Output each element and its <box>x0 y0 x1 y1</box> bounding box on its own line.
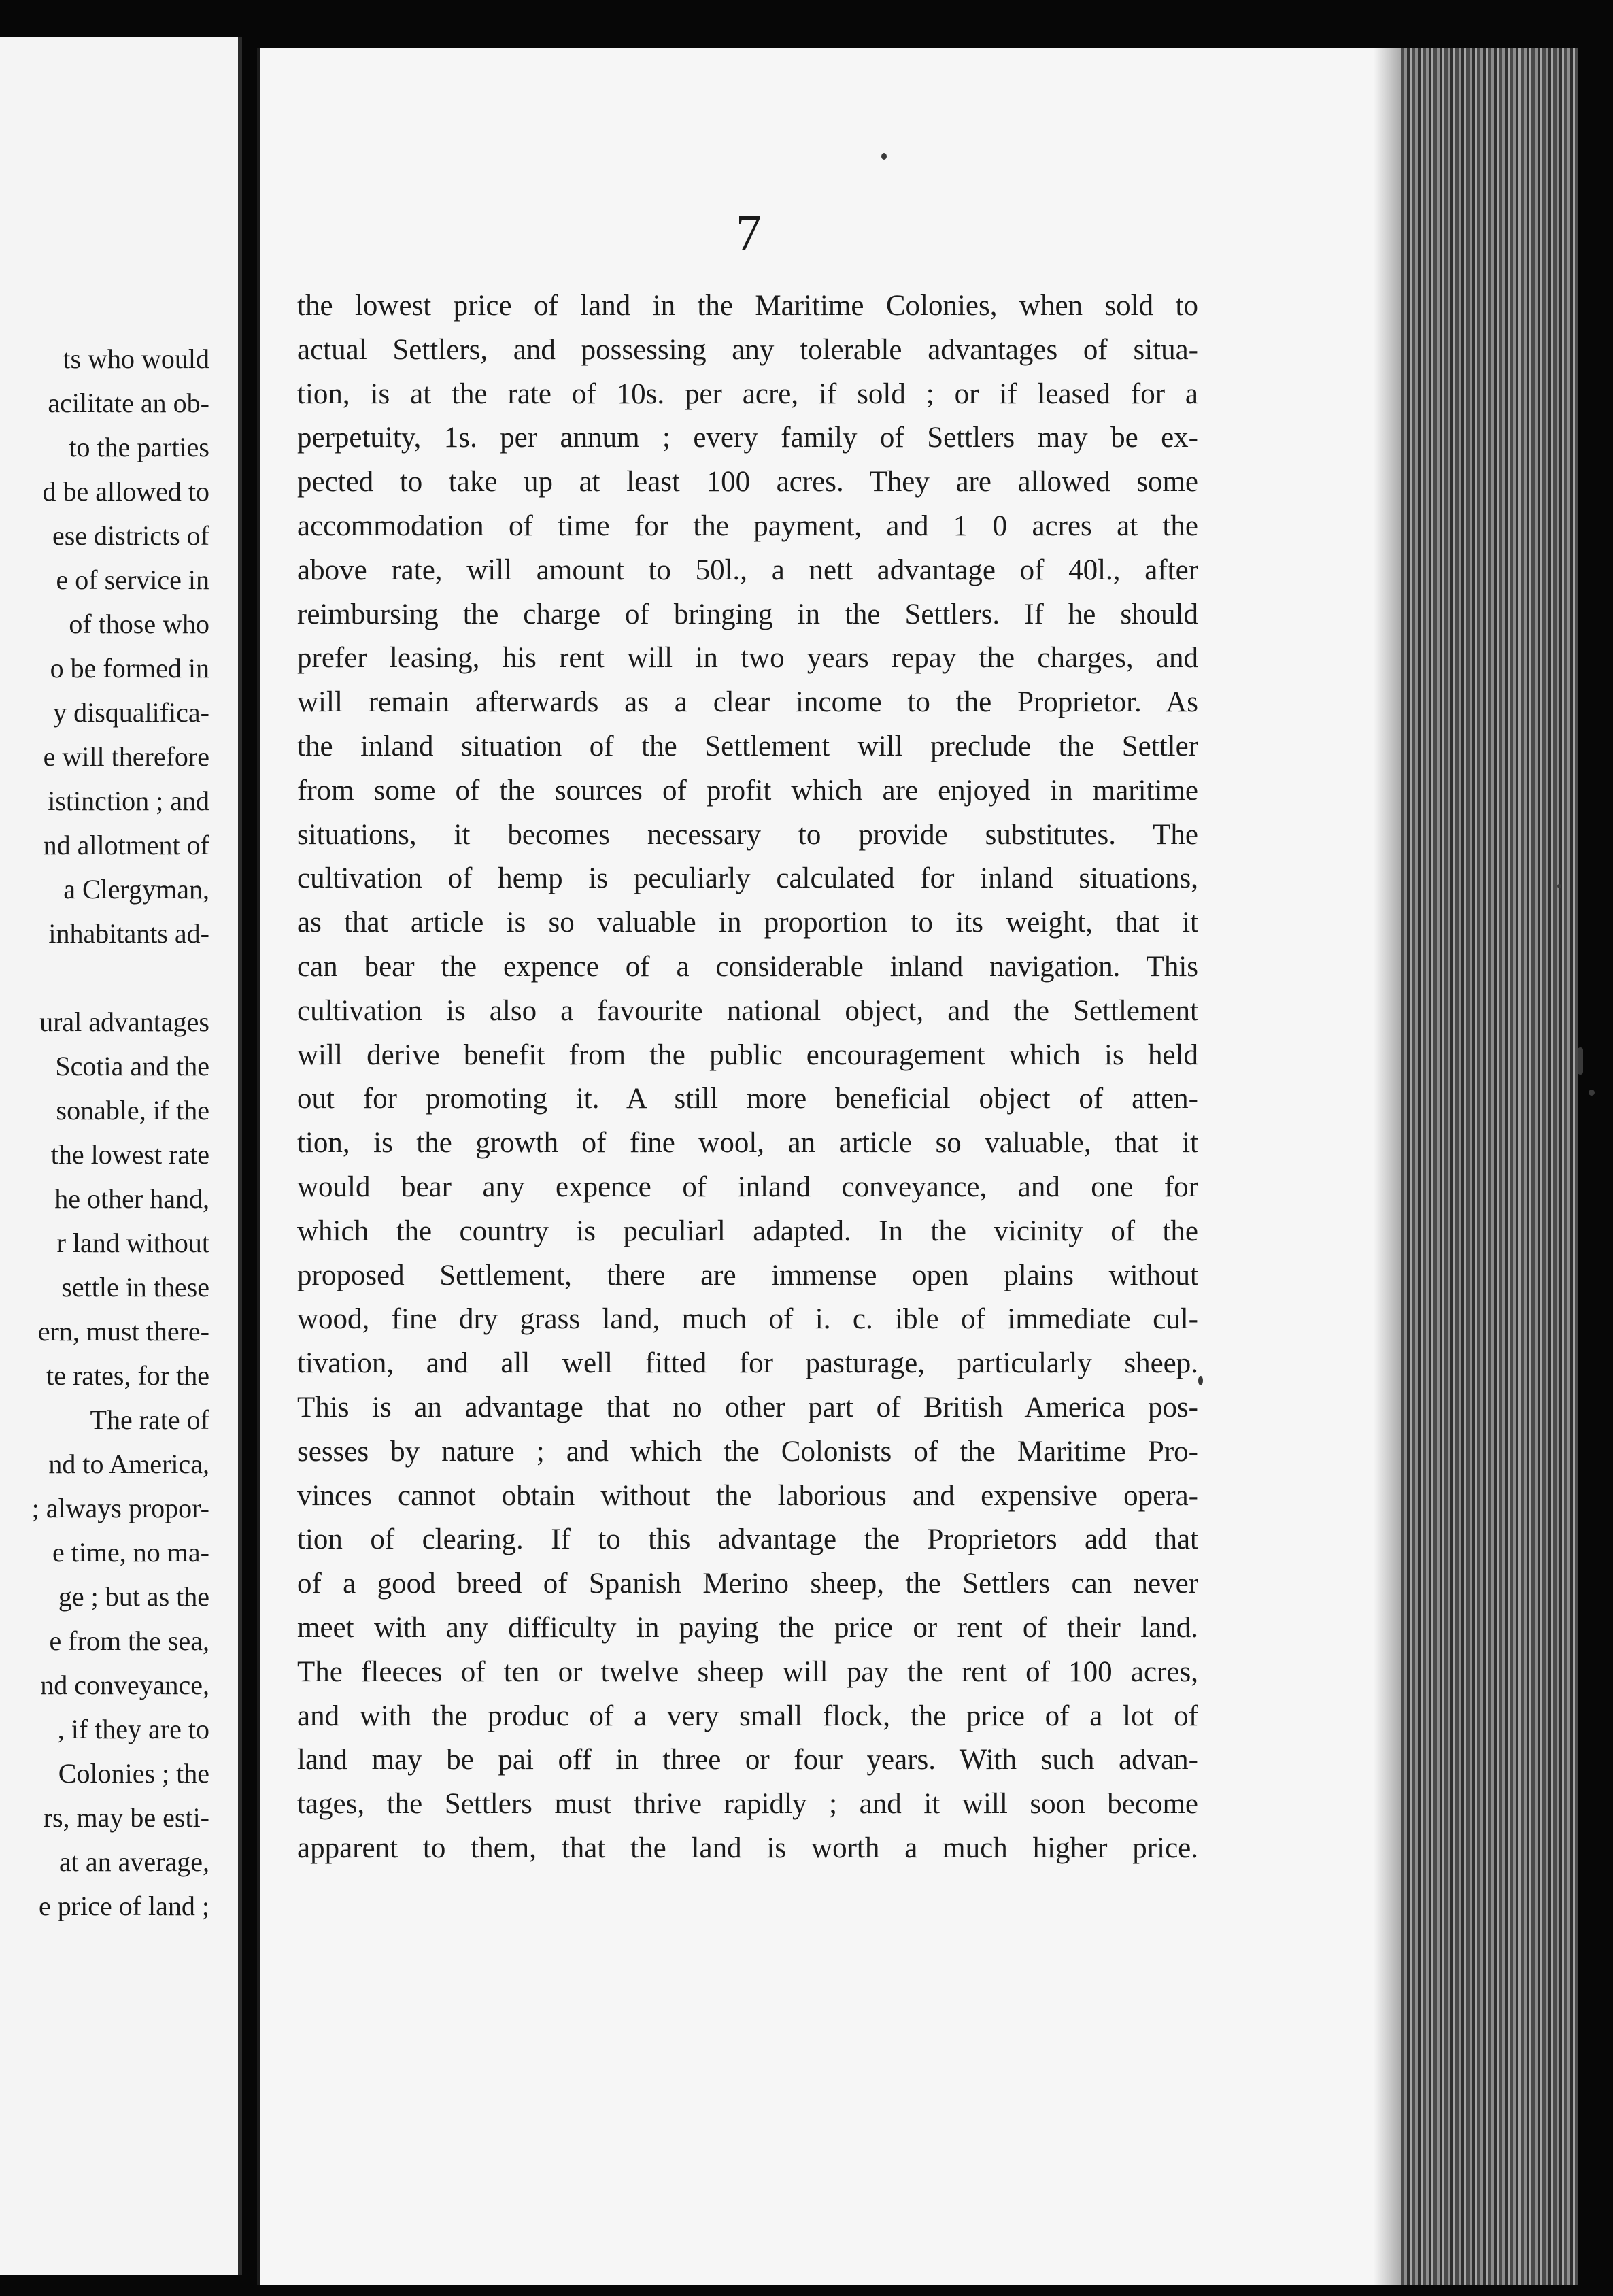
text-line: The fleeces of ten or twelve sheep will pay the rent of 100 acres, <box>297 1655 1198 1688</box>
previous-page-fragment <box>0 37 242 2275</box>
text-line: proposed Settlement, there are immense open plains without <box>297 1259 1198 1292</box>
text-line: accommodation of time for the payment, and 1 0 acres at the <box>297 509 1198 542</box>
text-line: sesses by nature ; and which the Colonists of the Maritime Pro- <box>297 1435 1198 1468</box>
previous-page-text <box>0 337 209 1928</box>
text-line: above rate, will amount to 50l., a nett advantage of 40l., after <box>297 554 1198 586</box>
ink-speck <box>881 153 887 160</box>
previous-page-line: te rates, for the <box>46 1360 209 1391</box>
previous-page-line: at an average, <box>59 1846 209 1877</box>
previous-page-line: of those who <box>69 609 209 639</box>
previous-page-line: rs, may be esti- <box>43 1802 209 1833</box>
text-line: reimbursing the charge of bringing in the Settlers. If he should <box>297 598 1198 630</box>
previous-page-line: sonable, if the <box>56 1095 209 1126</box>
previous-page-line: settle in these <box>61 1272 209 1302</box>
previous-page-line: e from the sea, <box>49 1625 209 1656</box>
page-number: 7 <box>736 205 762 262</box>
text-line: and with the produc of a very small flock, the price of a lot of <box>297 1700 1198 1732</box>
previous-page-line: istinction ; and <box>48 786 209 816</box>
text-line: tion of clearing. If to this advantage the Proprietors add that <box>297 1523 1198 1556</box>
previous-page-line: nd to America, <box>48 1449 209 1479</box>
text-line: will derive benefit from the public encouragement which is held <box>297 1039 1198 1071</box>
previous-page-line: the lowest rate <box>50 1139 209 1170</box>
previous-page-line: inhabitants ad- <box>48 918 209 949</box>
text-line: situations, it becomes necessary to provide substitutes. The <box>297 818 1198 851</box>
previous-page-line: a Clergyman, <box>63 874 209 905</box>
text-line: prefer leasing, his rent will in two years repay the charges, and <box>297 642 1198 675</box>
text-line: out for promoting it. A still more beneficial object of atten- <box>297 1083 1198 1115</box>
ink-speck <box>1198 1376 1203 1385</box>
previous-page-line: Colonies ; the <box>58 1758 209 1789</box>
previous-page-line: o be formed in <box>50 653 209 683</box>
previous-page-line: nd allotment of <box>43 830 209 860</box>
text-line: apparent to them, that the land is worth a much higher price. <box>297 1831 1198 1864</box>
previous-page-line: , if they are to <box>57 1714 209 1744</box>
ink-speck <box>1589 1090 1595 1096</box>
previous-page-line: d be allowed to <box>42 476 209 507</box>
text-line: tages, the Settlers must thrive rapidly ; and it will soon become <box>297 1788 1198 1821</box>
text-line: tion, is at the rate of 10s. per acre, if sold ; or if leased for a <box>297 377 1198 410</box>
previous-page-line: nd conveyance, <box>40 1670 209 1700</box>
previous-page-line: The rate of <box>90 1404 209 1435</box>
text-line: wood, fine dry grass land, much of i. c. ible of immediate cul- <box>297 1303 1198 1336</box>
paragraph-gap <box>0 956 209 1000</box>
previous-page-line: Scotia and the <box>55 1051 209 1081</box>
previous-page-line: acilitate an ob- <box>48 388 209 418</box>
ink-speck <box>1557 884 1561 888</box>
text-line: would bear any expence of inland conveyance, and one for <box>297 1170 1198 1203</box>
previous-page-line: ; always propor- <box>31 1493 209 1523</box>
text-line: cultivation of hemp is peculiarly calculated for inland situations, <box>297 862 1198 895</box>
previous-page-line: ge ; but as the <box>58 1581 209 1612</box>
previous-page-line: he other hand, <box>54 1183 209 1214</box>
text-line: actual Settlers, and possessing any tolerable advantages of situa- <box>297 333 1198 366</box>
text-line: can bear the expence of a considerable inland navigation. This <box>297 950 1198 983</box>
text-line: pected to take up at least 100 acres. They are allowed some <box>297 466 1198 499</box>
previous-page-line: ese districts of <box>52 520 209 551</box>
page-body-text <box>297 284 1198 1871</box>
text-line: as that article is so valuable in proportion to its weight, that it <box>297 907 1198 939</box>
text-line: land may be pai off in three or four years. With such advan- <box>297 1744 1198 1776</box>
previous-page-line: r land without <box>56 1228 209 1258</box>
previous-page-line: ts who would <box>63 343 209 374</box>
text-line: from some of the sources of profit which are enjoyed in maritime <box>297 774 1198 807</box>
text-line: tivation, and all well fitted for pasturage, particularly sheep. <box>297 1347 1198 1380</box>
previous-page-line: e price of land ; <box>39 1891 209 1921</box>
page-edges <box>1401 48 1578 2285</box>
previous-page-line: ural advantages <box>39 1007 209 1037</box>
previous-page-line: e time, no ma- <box>52 1537 209 1568</box>
previous-page-line: to the parties <box>69 432 209 462</box>
previous-page-line: ern, must there- <box>37 1316 209 1347</box>
previous-page-line: e of service in <box>56 564 209 595</box>
text-line: cultivation is also a favourite national object, and the Settlement <box>297 994 1198 1027</box>
text-line: which the country is peculiarl adapted. In the vicinity of the <box>297 1215 1198 1247</box>
previous-page-line: e will therefore <box>43 741 209 772</box>
text-line: will remain afterwards as a clear income to the Proprietor. As <box>297 686 1198 719</box>
text-line: perpetuity, 1s. per annum ; every family of Settlers may be ex- <box>297 422 1198 454</box>
text-line: the inland situation of the Settlement will preclude the Settler <box>297 730 1198 762</box>
ink-speck <box>1578 1047 1583 1075</box>
text-line: This is an advantage that no other part of British America pos- <box>297 1391 1198 1423</box>
text-line: of a good breed of Spanish Merino sheep, the Settlers can never <box>297 1568 1198 1600</box>
text-line: meet with any difficulty in paying the price or rent of their land. <box>297 1611 1198 1644</box>
text-line: tion, is the growth of fine wool, an article so valuable, that it <box>297 1127 1198 1160</box>
previous-page-line: y disqualifica- <box>53 697 209 728</box>
text-line: the lowest price of land in the Maritime Colonies, when sold to <box>297 290 1198 322</box>
text-line: vinces cannot obtain without the laborious and expensive opera- <box>297 1479 1198 1512</box>
